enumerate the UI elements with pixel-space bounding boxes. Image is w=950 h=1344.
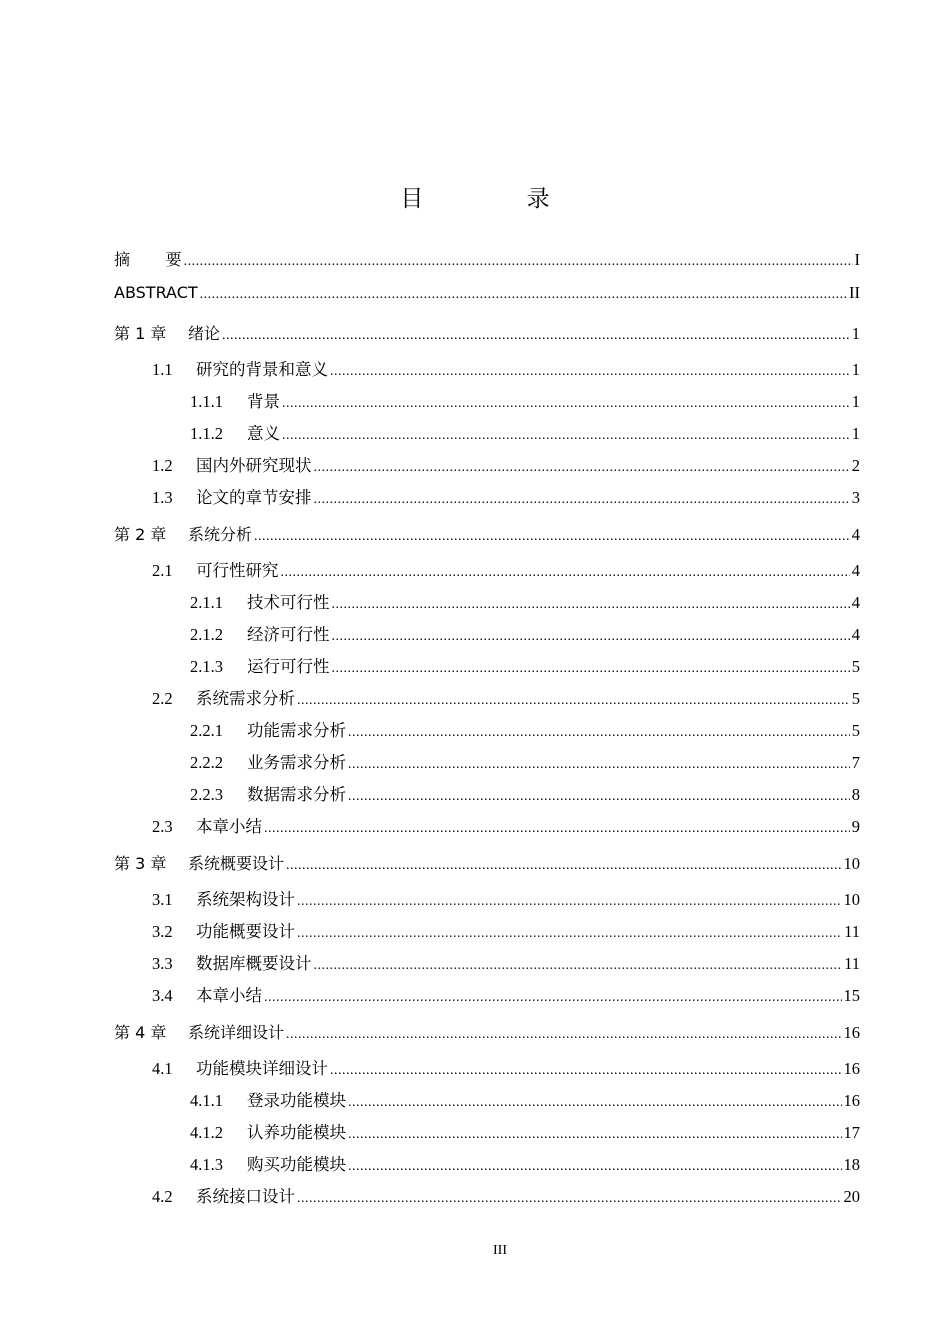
table-of-contents (114, 248, 860, 1213)
toc-entry[interactable] (114, 980, 860, 1012)
dot-leader (332, 589, 850, 621)
toc-entry-number: 2.1.2 (190, 625, 223, 644)
toc-entry-title: 研究的背景和意义 (196, 360, 328, 379)
toc-entry-number: 第 3 章 (114, 854, 167, 873)
toc-entry-number: 第 4 章 (114, 1023, 167, 1042)
dot-leader (297, 1183, 842, 1215)
toc-entry[interactable] (114, 619, 860, 651)
toc-entry[interactable] (114, 651, 860, 683)
toc-entry-page: 11 (844, 922, 860, 941)
toc-entry-number: 4.1.2 (190, 1123, 223, 1142)
toc-entry-page: 4 (851, 593, 860, 612)
toc-entry-title: 绪论 (188, 324, 221, 343)
toc-entry[interactable] (114, 555, 860, 587)
toc-entry[interactable] (114, 843, 860, 884)
toc-entry-title: 本章小结 (196, 986, 262, 1005)
toc-entry-number: 4.2 (152, 1187, 173, 1206)
toc-entry-title: 经济可行性 (247, 625, 330, 644)
toc-entry-title: 功能需求分析 (247, 721, 346, 740)
dot-leader (348, 1087, 842, 1119)
dot-leader (184, 250, 853, 274)
toc-entry-title: 系统接口设计 (196, 1187, 295, 1206)
dot-leader (348, 781, 850, 813)
toc-entry-number: 3.4 (152, 986, 173, 1005)
toc-entry-title: 运行可行性 (247, 657, 330, 676)
toc-entry[interactable] (114, 248, 860, 272)
toc-entry-number: 4.1 (152, 1059, 173, 1078)
page-title: 目 录 (400, 186, 598, 212)
page-number-footer: III (493, 1243, 507, 1258)
toc-entry-page: 10 (843, 890, 860, 909)
toc-entry-number: 1.3 (152, 488, 173, 507)
toc-entry-page: 5 (851, 721, 860, 740)
toc-entry[interactable] (114, 715, 860, 747)
toc-entry[interactable] (114, 884, 860, 916)
dot-leader (264, 982, 842, 1014)
dot-leader (286, 845, 841, 886)
toc-entry[interactable] (114, 272, 860, 313)
toc-entry-title: 系统需求分析 (196, 689, 295, 708)
toc-entry-page: 17 (843, 1123, 860, 1142)
toc-entry-page: 1 (851, 360, 860, 379)
toc-entry-title: 认养功能模块 (247, 1123, 346, 1142)
toc-entry-title: 功能概要设计 (196, 922, 295, 941)
toc-entry-page: 1 (851, 424, 860, 443)
dot-leader (297, 918, 842, 950)
toc-entry-number: 2.2.2 (190, 753, 223, 772)
toc-entry[interactable] (114, 1181, 860, 1213)
dot-leader (314, 484, 850, 516)
dot-leader (200, 274, 847, 315)
toc-entry[interactable] (114, 354, 860, 386)
toc-entry-page: 5 (851, 657, 860, 676)
toc-entry-number: 第 2 章 (114, 525, 167, 544)
toc-entry-title: 可行性研究 (196, 561, 279, 580)
toc-entry-number: 3.3 (152, 954, 173, 973)
toc-entry-title: 摘 要 (114, 250, 182, 269)
toc-entry-number: 1.1 (152, 360, 173, 379)
toc-entry-title: 国内外研究现状 (196, 456, 312, 475)
toc-entry[interactable] (114, 1149, 860, 1181)
toc-entry[interactable] (114, 683, 860, 715)
dot-leader (286, 1014, 841, 1055)
dot-leader (348, 1119, 842, 1151)
toc-entry-page: 11 (844, 954, 860, 973)
toc-entry-page: 16 (843, 1059, 860, 1078)
dot-leader (330, 1055, 842, 1087)
toc-entry[interactable] (114, 916, 860, 948)
dot-leader (282, 420, 850, 452)
toc-entry-page: 4 (851, 525, 860, 544)
toc-entry-number: 2.3 (152, 817, 173, 836)
toc-entry-title: 购买功能模块 (247, 1155, 346, 1174)
toc-entry-page: 4 (851, 561, 860, 580)
dot-leader (297, 886, 842, 918)
toc-entry-title: 背景 (247, 392, 280, 411)
toc-entry-page: I (854, 250, 860, 269)
toc-entry-number: 2.2.3 (190, 785, 223, 804)
toc-entry-page: 1 (851, 324, 860, 343)
toc-entry-title: 数据库概要设计 (196, 954, 312, 973)
dot-leader (264, 813, 850, 845)
dot-leader (254, 516, 850, 557)
toc-entry-title: 登录功能模块 (247, 1091, 346, 1110)
toc-entry-title: 论文的章节安排 (196, 488, 312, 507)
toc-entry[interactable] (114, 1085, 860, 1117)
toc-entry[interactable] (114, 948, 860, 980)
toc-entry[interactable] (114, 418, 860, 450)
toc-entry-page: 4 (851, 625, 860, 644)
toc-entry-page: 1 (851, 392, 860, 411)
toc-entry-number: 2.2 (152, 689, 173, 708)
toc-entry-number: 2.1 (152, 561, 173, 580)
dot-leader (222, 315, 850, 356)
toc-entry-number: 3.1 (152, 890, 173, 909)
toc-entry-page: 3 (851, 488, 860, 507)
toc-entry-title: 业务需求分析 (247, 753, 346, 772)
toc-entry[interactable] (114, 1012, 860, 1053)
toc-entry-page: 8 (851, 785, 860, 804)
dot-leader (314, 950, 843, 982)
toc-entry-number: 2.2.1 (190, 721, 223, 740)
toc-entry-number: 4.1.3 (190, 1155, 223, 1174)
toc-entry[interactable] (114, 587, 860, 619)
toc-entry-number: 第 1 章 (114, 324, 167, 343)
toc-entry-title: ABSTRACT (114, 283, 198, 302)
dot-leader (348, 717, 850, 749)
dot-leader (332, 621, 850, 653)
toc-entry[interactable] (114, 811, 860, 843)
toc-entry-page: 16 (843, 1091, 860, 1110)
dot-leader (330, 356, 850, 388)
toc-entry[interactable] (114, 779, 860, 811)
dot-leader (281, 557, 850, 589)
toc-entry-number: 1.1.2 (190, 424, 223, 443)
dot-leader (348, 749, 850, 781)
toc-entry-page: II (849, 283, 860, 302)
toc-entry[interactable] (114, 313, 860, 354)
dot-leader (348, 1151, 842, 1183)
toc-entry-page: 10 (843, 854, 860, 873)
toc-entry-number: 2.1.3 (190, 657, 223, 676)
dot-leader (314, 452, 850, 484)
toc-entry[interactable] (114, 747, 860, 779)
toc-entry[interactable] (114, 386, 860, 418)
toc-entry-page: 18 (843, 1155, 860, 1174)
toc-entry-page: 2 (851, 456, 860, 475)
toc-entry-number: 1.1.1 (190, 392, 223, 411)
toc-entry-number: 2.1.1 (190, 593, 223, 612)
toc-entry-title: 系统分析 (188, 525, 253, 544)
toc-entry-page: 16 (843, 1023, 860, 1042)
toc-entry-title: 功能模块详细设计 (196, 1059, 328, 1078)
toc-entry-page: 20 (843, 1187, 860, 1206)
toc-entry-page: 5 (851, 689, 860, 708)
toc-entry-number: 1.2 (152, 456, 173, 475)
toc-entry-title: 本章小结 (196, 817, 262, 836)
toc-entry-page: 15 (843, 986, 860, 1005)
dot-leader (332, 653, 850, 685)
toc-entry[interactable] (114, 1053, 860, 1085)
toc-entry-title: 意义 (247, 424, 280, 443)
dot-leader (282, 388, 850, 420)
toc-entry-title: 系统概要设计 (188, 854, 285, 873)
toc-entry-number: 4.1.1 (190, 1091, 223, 1110)
toc-entry[interactable] (114, 450, 860, 482)
toc-entry[interactable] (114, 482, 860, 514)
toc-entry-page: 9 (851, 817, 860, 836)
toc-entry-number: 3.2 (152, 922, 173, 941)
toc-entry[interactable] (114, 1117, 860, 1149)
toc-entry-title: 技术可行性 (247, 593, 330, 612)
toc-entry-title: 系统详细设计 (188, 1023, 285, 1042)
toc-entry-title: 系统架构设计 (196, 890, 295, 909)
toc-entry-page: 7 (851, 753, 860, 772)
toc-entry-title: 数据需求分析 (247, 785, 346, 804)
toc-entry[interactable] (114, 514, 860, 555)
dot-leader (297, 685, 850, 717)
